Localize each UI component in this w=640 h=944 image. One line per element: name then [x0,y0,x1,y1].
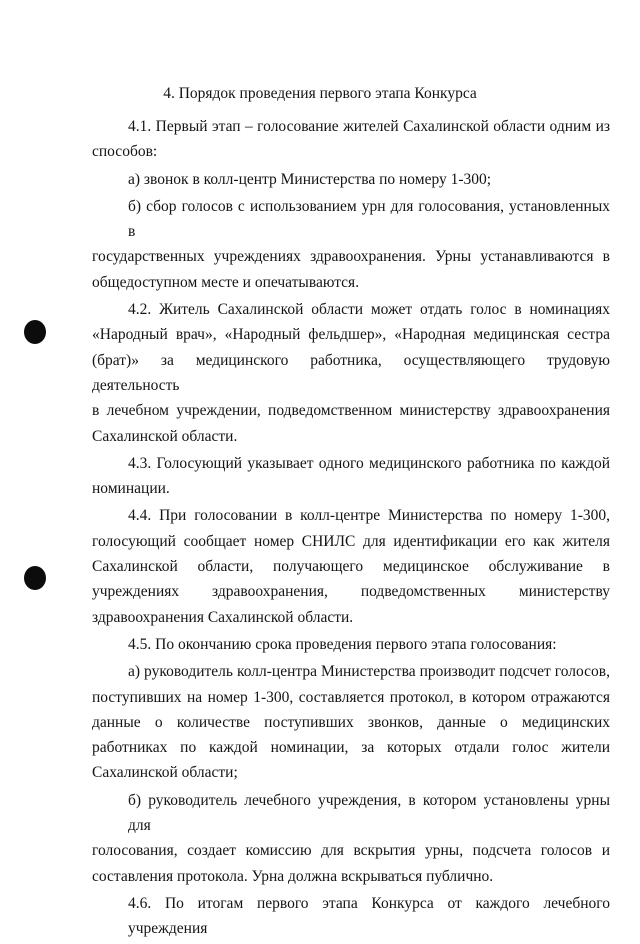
section-title: 4. Порядок проведения первого этапа Конкурса [163,85,477,102]
paragraph-4-5-a [92,659,610,785]
text-line: данные о количестве поступивших звонков, данные о медицинских [92,713,610,731]
text-line: «Народный врач», «Народный фельдшер», «Народная медицинская сестра [92,326,610,344]
text-line: учреждениях здравоохранения, подведомственных министерству [92,583,610,601]
text-line: поступивших на номер 1-300, составляется протокол, в котором отражаются [92,688,610,706]
text-line: а) звонок в колл-центр Министерства по номеру 1-300; [128,170,492,188]
paragraph-4-5 [92,632,610,657]
text-line: голосования, создает комиссию для вскрытия урны, подсчета голосов и [92,842,610,860]
paragraph-4-4 [92,503,610,629]
text-line: способов: [92,143,158,161]
text-line: работниках по каждой номинации, за которых отдали голос жители [92,739,610,757]
document-body [92,114,610,944]
text-line: 4.4. При голосовании в колл-центре Министерства по номеру 1-300, [128,507,610,525]
text-line: голосующий сообщает номер СНИЛС для идентификации его как жителя [92,532,610,550]
text-line: составления протокола. Урна должна вскрываться публично. [92,867,494,885]
punch-hole-mark [24,566,46,590]
paragraph-4-2 [92,297,610,449]
text-line: Сахалинской области. [92,427,238,445]
text-line: общедоступном месте и опечатываются. [92,273,360,291]
text-line: номинации. [92,480,170,498]
text-line: 4.6. По итогам первого этапа Конкурса от каждого лечебного учреждения [128,894,610,938]
text-line: 4.1. Первый этап – голосование жителей Сахалинской области одним из [128,118,610,135]
text-line: 4.5. По окончанию срока проведения первого этапа голосования: [128,635,557,653]
text-line: (брат)» за медицинского работника, осуществляющего трудовую деятельность [92,351,610,394]
paragraph-4-1-b [92,194,610,295]
paragraph-4-5-b [92,788,610,889]
paragraph-4-6 [92,891,610,942]
paragraph-4-3 [92,451,610,502]
paragraph-4-1 [92,114,610,165]
text-line: государственных учреждениях здравоохранения. Урны устанавливаются в [92,248,610,266]
paragraph-4-1-a [92,167,610,192]
text-line: здравоохранения Сахалинской области. [92,608,354,626]
text-line: в лечебном учреждении, подведомственном министерству здравоохранения [92,402,610,420]
text-line: а) руководитель колл-центра Министерства производит подсчет голосов, [128,663,610,681]
text-line: б) сбор голосов с использованием урн для голосования, установленных в [128,197,610,241]
punch-hole-mark [24,320,46,344]
text-line: 4.2. Житель Сахалинской области может отдать голос в номинациях [128,301,610,319]
text-line: б) руководитель лечебного учреждения, в котором установлены урны для [128,791,610,835]
text-line: 4.3. Голосующий указывает одного медицинского работника по каждой [128,454,610,472]
text-line: Сахалинской области; [92,764,238,782]
text-line: Сахалинской области, получающего медицинское обслуживание в [92,558,610,576]
